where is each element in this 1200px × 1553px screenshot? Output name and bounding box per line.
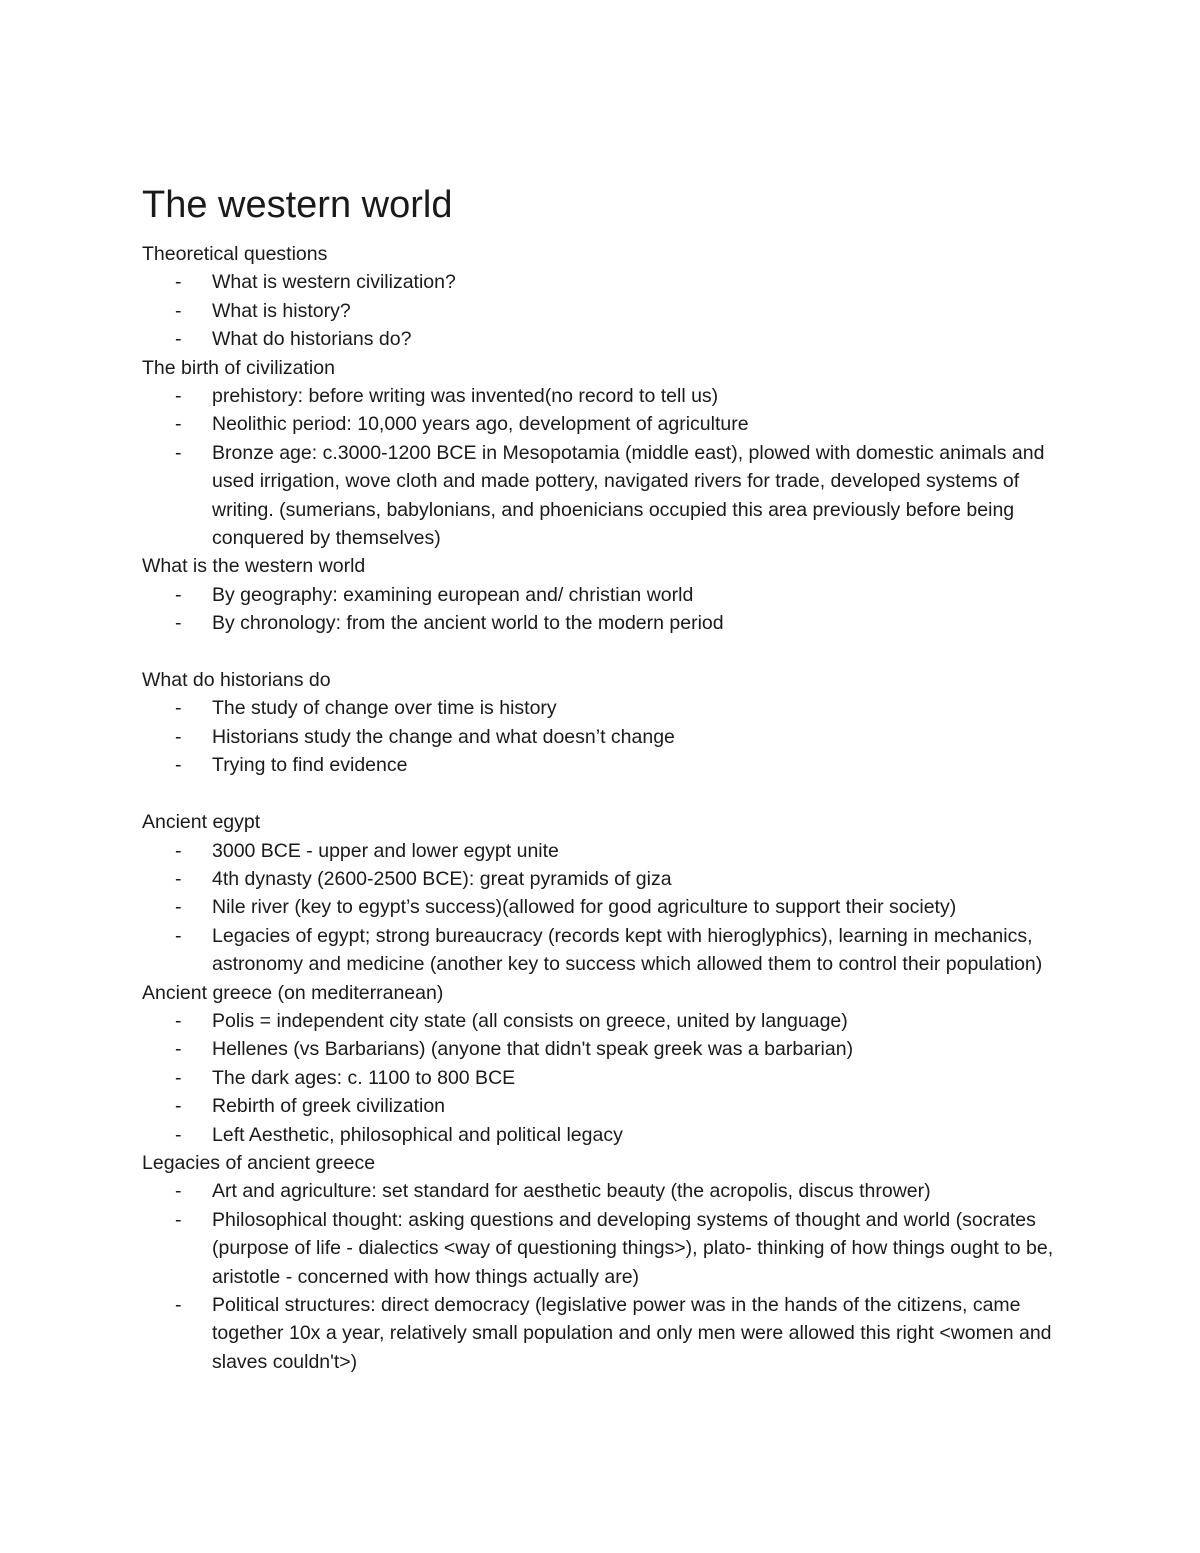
section-heading: The birth of civilization xyxy=(142,356,335,379)
blank-line xyxy=(142,638,1082,666)
section-heading: Theoretical questions xyxy=(142,243,328,265)
section-ancient-greece xyxy=(142,979,1082,1149)
list-item xyxy=(142,1064,1082,1092)
list-item xyxy=(142,1092,1082,1120)
bullet-list xyxy=(142,1177,1082,1376)
dash-bullet: - xyxy=(175,754,182,777)
dash-bullet: - xyxy=(175,328,182,351)
list-item-text: What is western civilization? xyxy=(212,271,456,294)
section-ancient-egypt xyxy=(142,808,1082,978)
list-item xyxy=(142,922,1082,979)
list-item-text: 4th dynasty (2600-2500 BCE): great pyramids of giza xyxy=(212,867,672,890)
list-item xyxy=(142,609,1082,637)
list-item xyxy=(142,1291,1082,1376)
list-item-text: Legacies of egypt; strong bureaucracy (records kept with hieroglyphics), learning in mechanics, astronomy and medicine (another key to success which allowed them to control their population) xyxy=(212,924,1043,976)
section-heading: Ancient egypt xyxy=(142,811,261,834)
list-item xyxy=(142,751,1082,779)
list-item xyxy=(142,1177,1082,1205)
list-item-text: Historians study the change and what doesn’t change xyxy=(212,725,675,748)
list-item xyxy=(142,581,1082,609)
dash-bullet: - xyxy=(175,1294,182,1316)
list-item-text: The study of change over time is history xyxy=(212,697,557,720)
section-heading: Legacies of ancient greece xyxy=(142,1151,376,1174)
dash-bullet: - xyxy=(175,839,182,862)
dash-bullet: - xyxy=(175,1038,182,1061)
bullet-list xyxy=(142,581,1082,638)
list-item-text: Political structures: direct democracy (legislative power was in the hands of the citizens, came together 10x a year, relatively small population and only men were allowed this right <women and slaves couldn't>) xyxy=(212,1294,1052,1373)
section-heading: Ancient greece (on mediterranean) xyxy=(142,981,444,1004)
list-item xyxy=(142,1007,1082,1035)
list-item-text: Bronze age: c.3000-1200 BCE in Mesopotamia (middle east), plowed with domestic animals and used irrigation, wove cloth and made pottery, navigated rivers for trade, developed systems of writing. (sumerians, babylonians, and phoenicians occupied this area previously before being conquered by themselves) xyxy=(212,441,1045,550)
list-item-text: Nile river (key to egypt’s success)(allowed for good agriculture to support their society) xyxy=(212,896,957,919)
list-item xyxy=(142,893,1082,921)
section-birth-of-civilization xyxy=(142,354,1082,553)
list-item xyxy=(142,382,1082,410)
list-item xyxy=(142,410,1082,438)
list-item-text: Trying to find evidence xyxy=(212,754,408,777)
document-page xyxy=(142,182,1082,1376)
list-item-text: prehistory: before writing was invented(no record to tell us) xyxy=(212,385,719,408)
list-item xyxy=(142,439,1082,553)
list-item-text: 3000 BCE - upper and lower egypt unite xyxy=(212,839,559,862)
list-item xyxy=(142,297,1082,325)
list-item-text: Polis = independent city state (all consists on greece, united by language) xyxy=(212,1009,848,1032)
list-item xyxy=(142,1121,1082,1149)
list-item-text: Neolithic period: 10,000 years ago, development of agriculture xyxy=(212,413,749,436)
list-item-text: Philosophical thought: asking questions and developing systems of thought and world (socrates (purpose of life - dialectics <way of questioning things>), plato- thinking of how things ought to be, aristotle - concerned with how things actually are) xyxy=(212,1208,1054,1288)
list-item-text: What is history? xyxy=(212,299,351,322)
list-item xyxy=(142,865,1082,893)
list-item xyxy=(142,325,1082,353)
section-legacies-ancient-greece xyxy=(142,1149,1082,1376)
dash-bullet: - xyxy=(175,1123,182,1146)
bullet-list xyxy=(142,1007,1082,1149)
dash-bullet: - xyxy=(175,697,182,720)
dash-bullet: - xyxy=(175,583,182,606)
dash-bullet: - xyxy=(175,299,182,322)
dash-bullet: - xyxy=(175,612,182,635)
list-item xyxy=(142,723,1082,751)
list-item-text: The dark ages: c. 1100 to 800 BCE xyxy=(212,1066,516,1089)
section-theoretical-questions xyxy=(142,240,1082,354)
list-item-text: What do historians do? xyxy=(212,328,412,351)
dash-bullet: - xyxy=(175,1180,182,1203)
dash-bullet: - xyxy=(175,725,182,748)
bullet-list xyxy=(142,837,1082,979)
section-heading: What is the western world xyxy=(142,555,366,578)
list-item xyxy=(142,694,1082,722)
list-item-text: Left Aesthetic, philosophical and political legacy xyxy=(212,1123,623,1146)
document-title: The western world xyxy=(142,184,453,226)
list-item xyxy=(142,837,1082,865)
list-item-text: Rebirth of greek civilization xyxy=(212,1095,446,1118)
section-what-is-western-world xyxy=(142,552,1082,637)
dash-bullet: - xyxy=(175,1095,182,1118)
list-item xyxy=(142,1206,1082,1291)
dash-bullet: - xyxy=(175,896,182,919)
bullet-list xyxy=(142,694,1082,779)
bullet-list xyxy=(142,268,1082,353)
dash-bullet: - xyxy=(175,271,182,294)
dash-bullet: - xyxy=(175,441,182,464)
list-item xyxy=(142,268,1082,296)
list-item xyxy=(142,1035,1082,1063)
dash-bullet: - xyxy=(175,1066,182,1089)
dash-bullet: - xyxy=(175,413,182,436)
list-item-text: By chronology: from the ancient world to the modern period xyxy=(212,612,724,635)
bullet-list xyxy=(142,382,1082,552)
section-heading: What do historians do xyxy=(142,669,331,692)
dash-bullet: - xyxy=(175,867,182,890)
list-item-text: Art and agriculture: set standard for aesthetic beauty (the acropolis, discus thrower) xyxy=(212,1180,931,1203)
dash-bullet: - xyxy=(175,924,182,947)
blank-line xyxy=(142,780,1082,808)
list-item-text: Hellenes (vs Barbarians) (anyone that didn't speak greek was a barbarian) xyxy=(212,1038,854,1061)
dash-bullet: - xyxy=(175,1009,182,1032)
dash-bullet: - xyxy=(175,385,182,408)
section-what-do-historians-do xyxy=(142,666,1082,780)
dash-bullet: - xyxy=(175,1208,182,1231)
list-item-text: By geography: examining european and/ christian world xyxy=(212,583,694,606)
